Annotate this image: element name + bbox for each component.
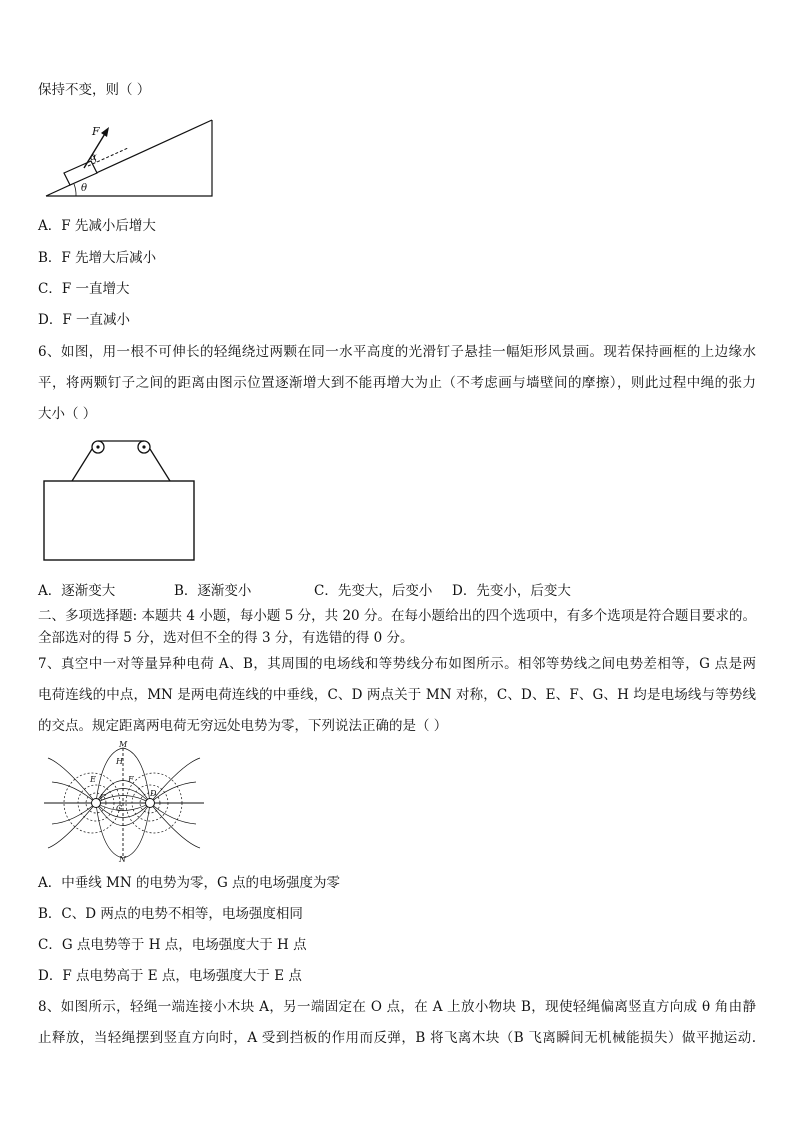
q6-stem-line-1: 6、如图，用一根不可伸长的轻绳绕过两颗在同一水平高度的光滑钉子悬挂一幅矩形风景画。现若保持画框的上边缘水 bbox=[38, 344, 756, 360]
q6-stem-line-2: 平，将两颗钉子之间的距离由图示位置逐渐增大到不能再增大为止（不考虑画与墙壁间的摩擦），则此过程中绳的张力 bbox=[38, 375, 756, 391]
q6-stem-line-3: 大小（ ） bbox=[38, 406, 97, 422]
label-D: D bbox=[150, 789, 157, 798]
q7-option-d: D．F 点电势高于 E 点，电场强度大于 E 点 bbox=[38, 968, 302, 984]
q6-option-a: A．逐渐变大 bbox=[38, 583, 116, 599]
q7-option-c: C．G 点电势等于 H 点，电场强度大于 H 点 bbox=[38, 937, 307, 953]
q5-incline-figure bbox=[44, 118, 216, 202]
q5-option-c: C．F 一直增大 bbox=[38, 281, 130, 297]
q7-stem-line-3: 的交点。规定距离两电荷无穷远处电势为零，下列说法正确的是（ ） bbox=[38, 718, 448, 734]
q5-stem-tail: 保持不变，则（ ） bbox=[38, 82, 151, 98]
section2-line-1: 二、多项选择题: 本题共 4 小题，每小题 5 分，共 20 分。在每小题给出的四个选项中，有多个选项是符合题目要求的。 bbox=[38, 608, 756, 624]
q6-option-d: D．先变小，后变大 bbox=[452, 583, 571, 599]
q6-option-b: B．逐渐变小 bbox=[174, 583, 252, 599]
label-E: E bbox=[90, 775, 96, 784]
q7-stem-line-2: 电荷连线的中点，MN 是两电荷连线的中垂线，C、D 两点关于 MN 对称，C、D、E、F、G、H 均是电场线与等势线 bbox=[38, 687, 756, 703]
q7-option-b: B．C、D 两点的电势不相等，电场强度相同 bbox=[38, 906, 303, 922]
section2-line-2: 全部选对的得 5 分，选对但不全的得 3 分，有选错的得 0 分。 bbox=[38, 630, 414, 646]
q7-field-figure bbox=[44, 740, 204, 864]
q5-option-a: A．F 先减小后增大 bbox=[38, 218, 156, 234]
q5-option-d: D．F 一直减小 bbox=[38, 312, 130, 328]
label-force: F bbox=[92, 125, 100, 138]
q7-option-a: A．中垂线 MN 的电势为零，G 点的电场强度为零 bbox=[38, 875, 341, 891]
q6-painting-figure bbox=[42, 437, 197, 562]
q6-option-c: C．先变大，后变小 bbox=[314, 583, 433, 599]
q8-stem-line-2: 止释放，当轻绳摆到竖直方向时，A 受到挡板的作用而反弹，B 将飞离木块（B 飞离瞬间无机械能损失）做平抛运动. bbox=[38, 1030, 756, 1046]
q7-stem-line-1: 7、真空中一对等量异种电荷 A、B，其周围的电场线和等势线分布如图所示。相邻等势线之间电势差相等，G 点是两 bbox=[38, 656, 756, 672]
label-M: M bbox=[119, 740, 128, 749]
label-H: H bbox=[116, 757, 123, 766]
q5-option-b: B．F 先增大后减小 bbox=[38, 250, 157, 266]
label-F: F bbox=[128, 775, 134, 784]
q8-stem-line-1: 8、如图所示，轻绳一端连接小木块 A，另一端固定在 O 点，在 A 上放小物块 B，现使轻绳偏离竖直方向成 θ 角由静 bbox=[38, 999, 756, 1015]
label-C: C bbox=[100, 793, 107, 802]
label-N: N bbox=[119, 855, 126, 864]
label-alpha: α bbox=[90, 152, 97, 163]
label-theta: θ bbox=[81, 183, 88, 194]
label-G: G bbox=[116, 804, 123, 813]
